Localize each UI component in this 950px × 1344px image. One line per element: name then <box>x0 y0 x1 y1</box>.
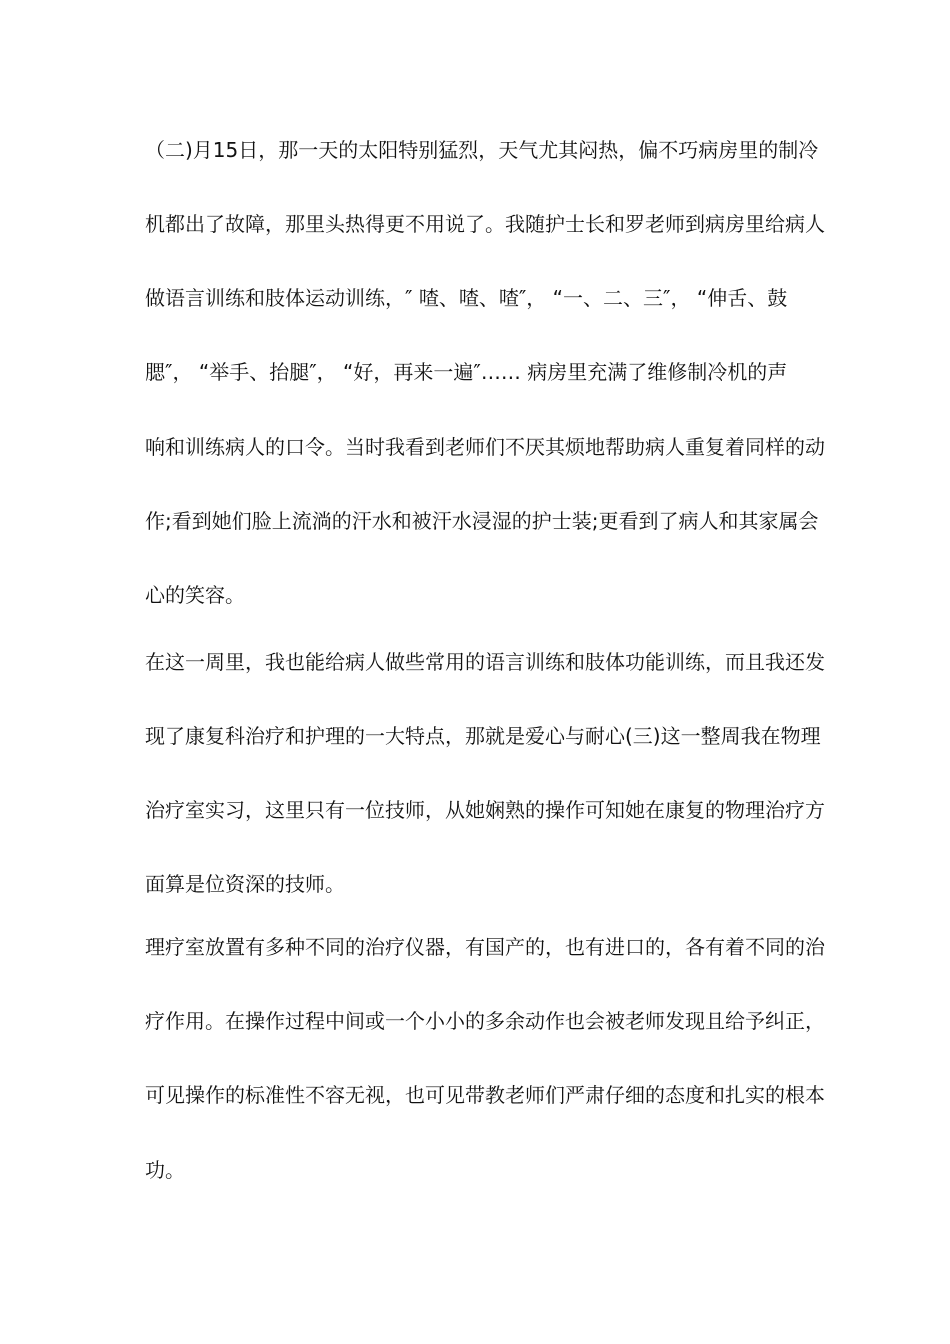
paragraph-3-line-3: 可见操作的标准性不容无视，也可见带教老师们严肃仔细的态度和扎实的根本 <box>145 1083 825 1107</box>
paragraph-1-line-7: 心的笑容。 <box>145 583 245 607</box>
paragraph-3-line-4: 功。 <box>145 1158 185 1182</box>
paragraph-1-line-1: （二)月15日，那一天的太阳特别猛烈，天气尤其闷热，偏不巧病房里的制冷 <box>145 138 819 162</box>
paragraph-1-line-4: 腮″， “举手、抬腿″， “好，再来一遍″…… 病房里充满了维修制冷机的声 <box>145 360 788 384</box>
paragraph-2-line-3: 治疗室实习，这里只有一位技师，从她娴熟的操作可知她在康复的物理治疗方 <box>145 798 825 822</box>
paragraph-1-line-6: 作;看到她们脸上流淌的汗水和被汗水浸湿的护士装;更看到了病人和其家属会 <box>145 509 819 533</box>
paragraph-1-line-3: 做语言训练和肢体运动训练，″ 喳、喳、喳″， “一、二、三″， “伸舌、鼓 <box>145 286 788 310</box>
paragraph-1-line-5: 响和训练病人的口令。当时我看到老师们不厌其烦地帮助病人重复着同样的动 <box>145 435 825 459</box>
paragraph-3-line-2: 疗作用。在操作过程中间或一个小小的多余动作也会被老师发现且给予纠正， <box>145 1009 825 1033</box>
paragraph-3-line-1: 理疗室放置有多种不同的治疗仪器，有国产的，也有进口的，各有着不同的治 <box>145 935 825 959</box>
paragraph-2-line-4: 面算是位资深的技师。 <box>145 872 345 896</box>
paragraph-1-line-2: 机都出了故障，那里头热得更不用说了。我随护士长和罗老师到病房里给病人 <box>145 212 825 236</box>
paragraph-2-line-1: 在这一周里，我也能给病人做些常用的语言训练和肢体功能训练，而且我还发 <box>145 650 825 674</box>
paragraph-2-line-2: 现了康复科治疗和护理的一大特点，那就是爱心与耐心(三)这一整周我在物理 <box>145 724 821 748</box>
